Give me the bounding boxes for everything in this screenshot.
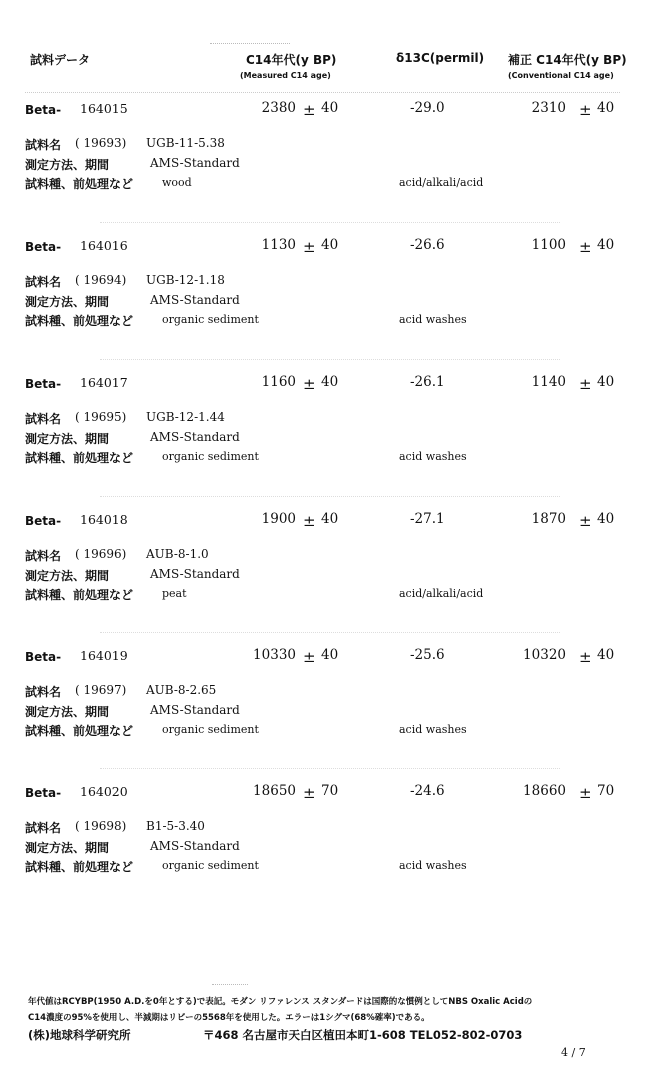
plus-minus: ±	[303, 648, 316, 666]
conventional-age-value: 18660	[523, 783, 566, 799]
beta-number: 164020	[80, 784, 128, 799]
c14-age-value: 2380	[261, 100, 296, 116]
conventional-age-error: 70	[597, 783, 615, 799]
method-value: AMS-Standard	[150, 703, 240, 717]
c14-age-value: 18650	[253, 783, 296, 799]
sample-name-label: 試料名	[25, 138, 62, 152]
sample-divider	[100, 632, 560, 633]
c14-age-value: 1130	[261, 237, 296, 253]
sample-number: ( 19697)	[75, 683, 127, 697]
sample-divider	[100, 496, 560, 497]
beta-number: 164015	[80, 101, 128, 116]
conventional-age-error: 40	[597, 511, 615, 527]
conventional-age-value: 10320	[523, 647, 566, 663]
plus-minus: ±	[579, 512, 592, 530]
pretreatment-value: acid washes	[399, 723, 467, 736]
material-value: organic sediment	[162, 313, 259, 326]
header-c14-age: C14年代(y BP)	[246, 53, 337, 67]
plus-minus: ±	[303, 238, 316, 256]
material-value: peat	[162, 587, 187, 600]
method-label: 測定方法、期間	[25, 295, 110, 309]
beta-label: Beta-	[25, 650, 62, 664]
footer-note-line1: 年代値はRCYBP(1950 A.D.を0年とする)で表記。モダン リファレンス スタンダードは国際的な慣例としてNBS Oxalic Acidの	[28, 997, 533, 1007]
d13c-value: -24.6	[410, 783, 445, 799]
sample-name-label: 試料名	[25, 821, 62, 835]
plus-minus: ±	[303, 784, 316, 802]
sample-record	[0, 776, 650, 912]
sample-code: UGB-12-1.44	[146, 410, 225, 424]
method-label: 測定方法、期間	[25, 158, 110, 172]
sample-record	[0, 640, 650, 776]
sample-divider	[100, 359, 560, 360]
method-value: AMS-Standard	[150, 156, 240, 170]
plus-minus: ±	[579, 238, 592, 256]
c14-age-value: 10330	[253, 647, 296, 663]
conventional-age-value: 2310	[531, 100, 566, 116]
plus-minus: ±	[579, 648, 592, 666]
beta-label: Beta-	[25, 240, 62, 254]
beta-number: 164017	[80, 375, 128, 390]
header-c14-age-sub: (Measured C14 age)	[240, 71, 331, 80]
sample-number: ( 19695)	[75, 410, 127, 424]
beta-number: 164018	[80, 512, 128, 527]
pretreatment-value: acid/alkali/acid	[399, 587, 484, 600]
d13c-value: -27.1	[410, 511, 445, 527]
material-value: wood	[162, 176, 192, 189]
sample-name-label: 試料名	[25, 549, 62, 563]
material-label: 試料種、前処理など	[25, 724, 134, 738]
conventional-age-value: 1140	[531, 374, 566, 390]
material-value: organic sediment	[162, 450, 259, 463]
c14-age-error: 40	[321, 100, 339, 116]
d13c-value: -29.0	[410, 100, 445, 116]
sample-record	[0, 504, 650, 640]
sample-name-label: 試料名	[25, 412, 62, 426]
beta-number: 164016	[80, 238, 128, 253]
company-name: (株)地球科学研究所	[28, 1028, 131, 1042]
sample-code: UGB-11-5.38	[146, 136, 225, 150]
pretreatment-value: acid washes	[399, 450, 467, 463]
header-corrected-age: 補正 C14年代(y BP)	[508, 53, 627, 67]
sample-name-label: 試料名	[25, 275, 62, 289]
sample-code: AUB-8-1.0	[146, 547, 209, 561]
material-label: 試料種、前処理など	[25, 860, 134, 874]
c14-age-error: 40	[321, 237, 339, 253]
material-label: 試料種、前処理など	[25, 588, 134, 602]
c14-age-error: 40	[321, 374, 339, 390]
c14-age-value: 1160	[261, 374, 296, 390]
plus-minus: ±	[579, 784, 592, 802]
sample-code: B1-5-3.40	[146, 819, 205, 833]
material-label: 試料種、前処理など	[25, 451, 134, 465]
d13c-value: -26.6	[410, 237, 445, 253]
footer-divider	[212, 984, 248, 985]
method-label: 測定方法、期間	[25, 705, 110, 719]
sample-divider	[100, 222, 560, 223]
d13c-value: -25.6	[410, 647, 445, 663]
sample-divider	[100, 768, 560, 769]
method-value: AMS-Standard	[150, 839, 240, 853]
method-label: 測定方法、期間	[25, 569, 110, 583]
material-value: organic sediment	[162, 723, 259, 736]
method-label: 測定方法、期間	[25, 841, 110, 855]
beta-label: Beta-	[25, 786, 62, 800]
plus-minus: ±	[303, 375, 316, 393]
method-label: 測定方法、期間	[25, 432, 110, 446]
method-value: AMS-Standard	[150, 567, 240, 581]
sample-code: AUB-8-2.65	[146, 683, 217, 697]
sample-number: ( 19694)	[75, 273, 127, 287]
beta-label: Beta-	[25, 514, 62, 528]
sample-record	[0, 367, 650, 503]
beta-label: Beta-	[25, 377, 62, 391]
c14-age-error: 70	[321, 783, 339, 799]
d13c-value: -26.1	[410, 374, 445, 390]
sample-number: ( 19698)	[75, 819, 127, 833]
material-label: 試料種、前処理など	[25, 177, 134, 191]
company-address: 〒468 名古屋市天白区植田本町1-608 TEL052-802-0703	[203, 1028, 523, 1042]
conventional-age-error: 40	[597, 647, 615, 663]
sample-record	[0, 230, 650, 366]
header-sample-data: 試料データ	[30, 53, 91, 67]
conventional-age-error: 40	[597, 374, 615, 390]
sample-record	[0, 93, 650, 229]
sample-name-label: 試料名	[25, 685, 62, 699]
header-d13c: δ13C(permil)	[396, 51, 485, 65]
c14-age-value: 1900	[261, 511, 296, 527]
pretreatment-value: acid washes	[399, 859, 467, 872]
sample-number: ( 19693)	[75, 136, 127, 150]
beta-number: 164019	[80, 648, 128, 663]
footer-note-line2: C14濃度の95%を使用し、半減期はリビーの5568年を使用した。エラーは1シグマ(68%確率)である。	[28, 1013, 430, 1023]
conventional-age-error: 40	[597, 100, 615, 116]
c14-age-error: 40	[321, 647, 339, 663]
sample-number: ( 19696)	[75, 547, 127, 561]
conventional-age-error: 40	[597, 237, 615, 253]
plus-minus: ±	[579, 375, 592, 393]
material-label: 試料種、前処理など	[25, 314, 134, 328]
sample-code: UGB-12-1.18	[146, 273, 225, 287]
plus-minus: ±	[579, 101, 592, 119]
pretreatment-value: acid/alkali/acid	[399, 176, 484, 189]
header-corrected-age-sub: (Conventional C14 age)	[508, 71, 614, 80]
header-divider	[210, 43, 290, 44]
pretreatment-value: acid washes	[399, 313, 467, 326]
conventional-age-value: 1100	[531, 237, 566, 253]
beta-label: Beta-	[25, 103, 62, 117]
plus-minus: ±	[303, 512, 316, 530]
conventional-age-value: 1870	[531, 511, 566, 527]
method-value: AMS-Standard	[150, 430, 240, 444]
material-value: organic sediment	[162, 859, 259, 872]
c14-age-error: 40	[321, 511, 339, 527]
method-value: AMS-Standard	[150, 293, 240, 307]
plus-minus: ±	[303, 101, 316, 119]
page-number: 4 / 7	[561, 1046, 586, 1059]
